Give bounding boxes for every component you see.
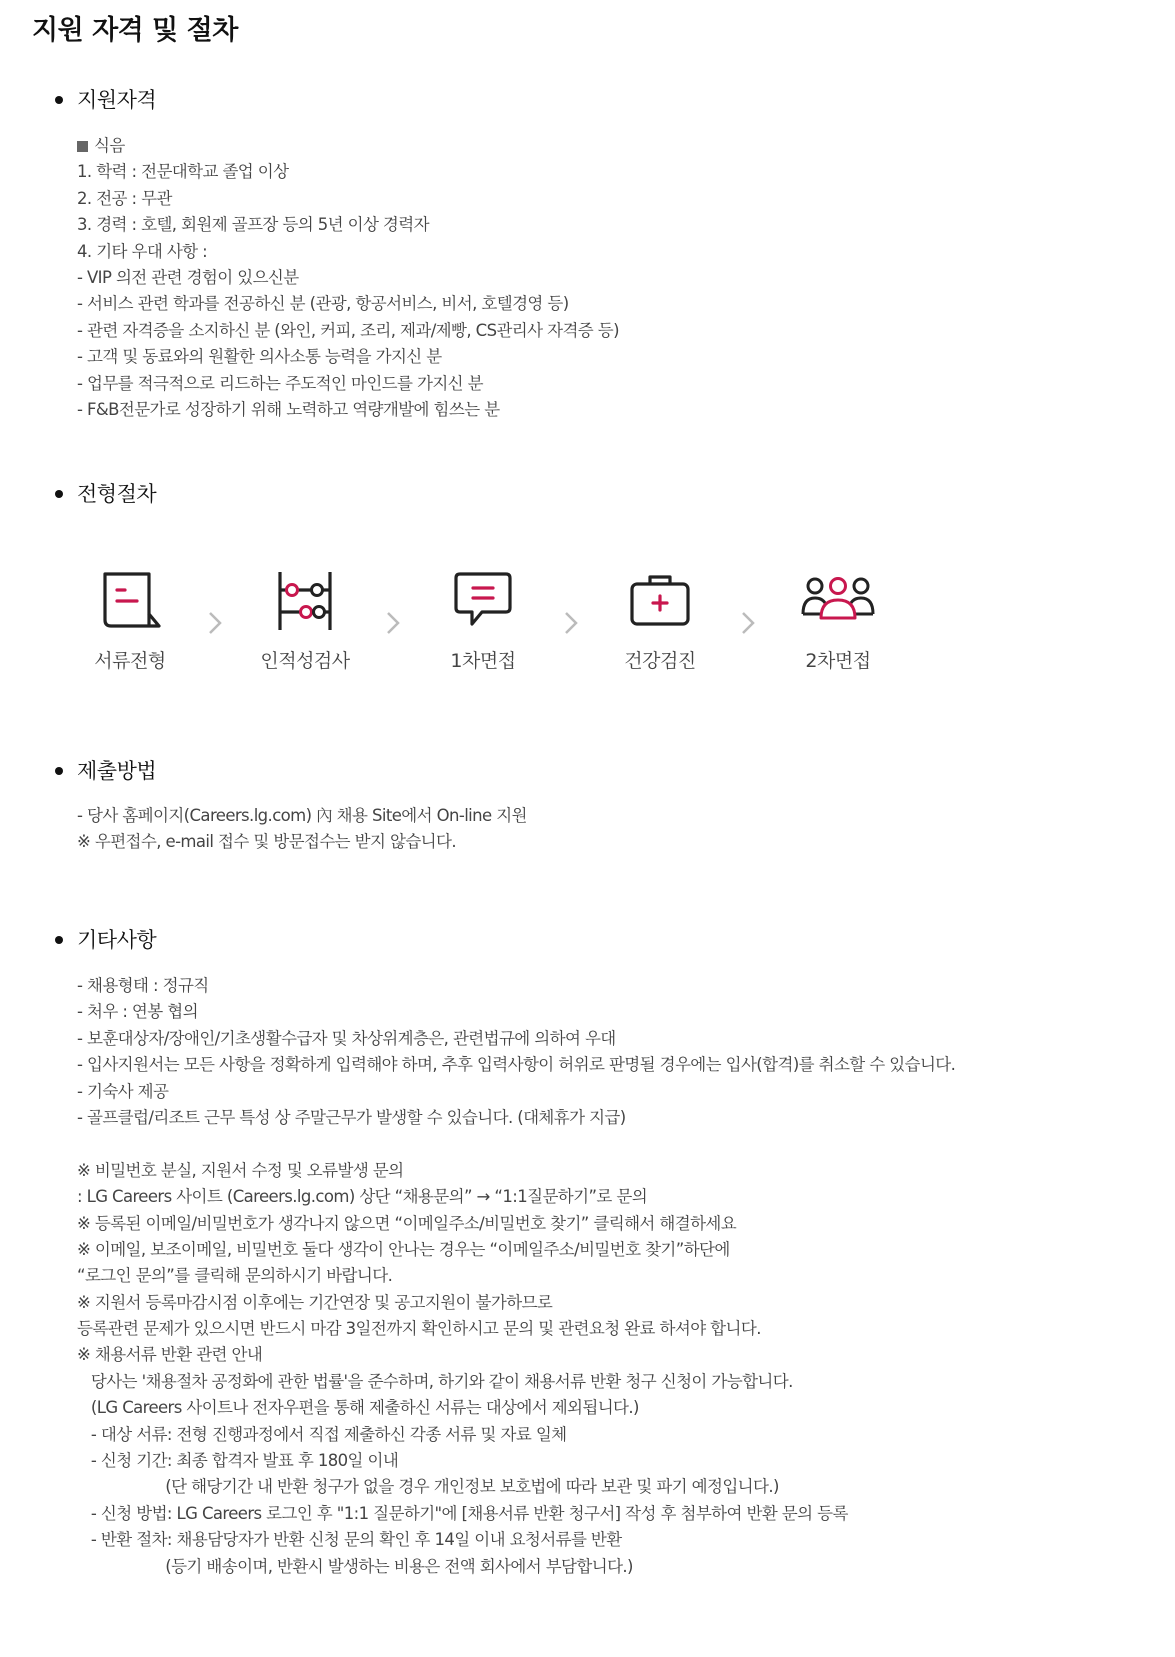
process-step	[408, 568, 558, 673]
list-item: 4. 기타 우대 사항 :	[77, 241, 208, 261]
chevron-right-icon	[207, 610, 223, 636]
list-item: - 신청 기간: 최종 합격자 발표 후 180일 이내	[77, 1451, 399, 1471]
submission-section	[55, 755, 1135, 852]
list-item: ※ 채용서류 반환 관련 안내	[77, 1345, 263, 1365]
list-item: - 업무를 적극적으로 리드하는 주도적인 마인드를 가지신 분	[77, 373, 484, 393]
list-item: - 골프클럽/리조트 근무 특성 상 주말근무가 발생할 수 있습니다. (대체휴가 지급)	[77, 1107, 626, 1127]
section-title: 제출방법	[77, 759, 157, 783]
list-item	[77, 133, 619, 159]
list-item: - 입사지원서는 모든 사항을 정확하게 입력해야 하며, 추후 입력사항이 허위로 판명될 경우에는 입사(합격)를 취소할 수 있습니다.	[77, 1055, 956, 1075]
chat-icon	[450, 568, 516, 634]
bullet-icon	[55, 490, 63, 498]
step-label: 1차면접	[450, 650, 516, 672]
list-item: ※ 등록된 이메일/비밀번호가 생각나지 않으면 “이메일주소/비밀번호 찾기” 클릭해서 해결하세요	[77, 1213, 737, 1233]
section-header	[55, 755, 1135, 787]
medical-kit-icon	[627, 568, 693, 634]
section-header	[55, 478, 1135, 510]
list-item: - 서비스 관련 학과를 전공하신 분 (관광, 항공서비스, 비서, 호텔경영 등)	[77, 294, 569, 314]
list-item: 등록관련 문제가 있으시면 반드시 마감 3일전까지 확인하시고 문의 및 관련요청 완료 하셔야 합니다.	[77, 1319, 761, 1339]
chevron-right-icon	[385, 610, 401, 636]
list-item: 1. 학력 : 전문대학교 졸업 이상	[77, 162, 289, 182]
list-item: “로그인 문의”를 클릭해 문의하시기 바랍니다.	[77, 1266, 393, 1286]
list-item: - VIP 의전 관련 경험이 있으신분	[77, 267, 299, 287]
process-step	[585, 568, 735, 673]
process-step	[763, 568, 913, 673]
list-item: - 당사 홈페이지(Careers.lg.com) 內 채용 Site에서 On-line 지원	[77, 806, 527, 825]
submission-list	[77, 803, 527, 856]
section-header	[55, 924, 1135, 956]
list-item: - 신청 방법: LG Careers 로그인 후 "1:1 질문하기"에 [채용서류 반환 청구서] 작성 후 첨부하여 반환 문의 등록	[77, 1503, 848, 1523]
chevron-right-icon	[740, 610, 756, 636]
list-item: - 처우 : 연봉 협의	[77, 1002, 198, 1022]
list-item: - 고객 및 동료와의 원활한 의사소통 능력을 가지신 분	[77, 347, 442, 367]
blank-line	[77, 1131, 955, 1157]
list-item: ※ 이메일, 보조이메일, 비밀번호 둘다 생각이 안나는 경우는 “이메일주소/비밀번호 찾기”하단에	[77, 1239, 730, 1259]
list-item: : LG Careers 사이트 (Careers.lg.com) 상단 “채용문의” → “1:1질문하기”로 문의	[77, 1187, 648, 1207]
list-item: 2. 전공 : 무관	[77, 188, 172, 208]
step-label: 서류전형	[94, 650, 166, 672]
section-header	[55, 84, 1135, 116]
list-item: - 관련 자격증을 소지하신 분 (와인, 커피, 조리, 제과/제빵, CS관리사 자격증 등)	[77, 320, 619, 340]
list-item-text: 식음	[94, 136, 125, 155]
abacus-icon	[272, 568, 338, 634]
document-icon	[97, 568, 163, 634]
list-item: ※ 비밀번호 분실, 지원서 수정 및 오류발생 문의	[77, 1160, 404, 1180]
section-title: 지원자격	[77, 88, 157, 112]
list-item: - F&B전문가로 성장하기 위해 노력하고 역량개발에 힘쓰는 분	[77, 399, 500, 419]
list-item: 3. 경력 : 호텔, 회원제 골프장 등의 5년 이상 경력자	[77, 215, 429, 235]
process-steps	[55, 568, 955, 708]
bullet-icon	[55, 767, 63, 775]
list-item: (LG Careers 사이트나 전자우편을 통해 제출하신 서류는 대상에서 제외됩니다.)	[77, 1398, 639, 1418]
qualification-list	[77, 133, 619, 423]
list-item: ※ 지원서 등록마감시점 이후에는 기간연장 및 공고지원이 불가하므로	[77, 1292, 553, 1312]
process-step	[230, 568, 380, 673]
step-label: 인적성검사	[260, 650, 350, 672]
step-label: 2차면접	[805, 650, 871, 672]
list-item: - 채용형태 : 정규직	[77, 976, 209, 995]
chevron-right-icon	[563, 610, 579, 636]
section-title: 전형절차	[77, 482, 157, 506]
list-item: - 보훈대상자/장애인/기초생활수급자 및 차상위계층은, 관련법규에 의하여 우대	[77, 1028, 616, 1048]
other-section	[55, 924, 1135, 1576]
list-item: - 기숙사 제공	[77, 1081, 169, 1101]
process-section	[55, 478, 1135, 672]
square-bullet-icon	[77, 141, 88, 152]
other-list	[77, 973, 955, 1580]
bullet-icon	[55, 96, 63, 104]
list-item: (단 해당기간 내 반환 청구가 없을 경우 개인정보 보호법에 따라 보관 및 파기 예정입니다.)	[77, 1477, 779, 1497]
bullet-icon	[55, 936, 63, 944]
list-item: 당사는 '채용절차 공정화에 관한 법률'을 준수하며, 하기와 같이 채용서류 반환 청구 신청이 가능합니다.	[77, 1371, 793, 1391]
list-item: - 반환 절차: 채용담당자가 반환 신청 문의 확인 후 14일 이내 요청서류를 반환	[77, 1530, 622, 1550]
list-item: ※ 우편접수, e-mail 접수 및 방문접수는 받지 않습니다.	[77, 832, 456, 852]
page-title: 지원 자격 및 절차	[32, 15, 238, 46]
qualification-section	[55, 84, 1135, 419]
list-item: - 대상 서류: 전형 진행과정에서 직접 제출하신 각종 서류 및 자료 일체	[77, 1424, 567, 1444]
step-label: 건강검진	[624, 650, 696, 672]
process-step	[55, 568, 205, 673]
group-icon	[800, 568, 876, 634]
list-item: (등기 배송이며, 반환시 발생하는 비용은 전액 회사에서 부담합니다.)	[77, 1556, 633, 1576]
section-title: 기타사항	[77, 928, 157, 952]
